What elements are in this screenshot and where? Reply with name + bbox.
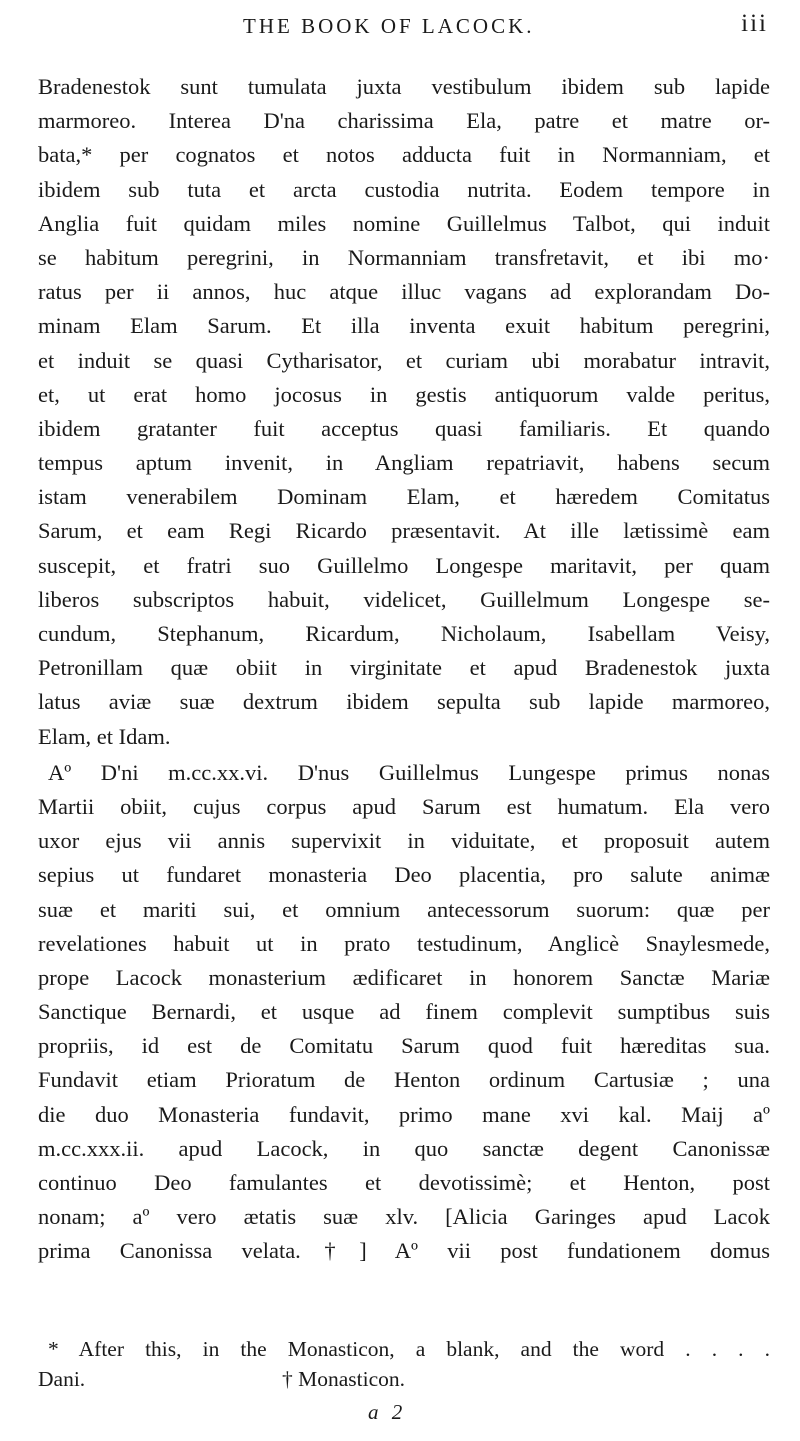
- text-line: suscepit, et fratri suo Guillelmo Longespe maritavit, per quam: [38, 552, 770, 578]
- paragraph-1: [38, 70, 770, 754]
- text-line: die duo Monasteria fundavit, primo mane xvi kal. Maij aº: [38, 1101, 770, 1127]
- text-line: Martii obiit, cujus corpus apud Sarum est humatum. Ela vero: [38, 793, 770, 819]
- signature-mark: a 2: [368, 1400, 407, 1424]
- text-line: latus aviæ suæ dextrum ibidem sepulta sub lapide marmoreo,: [38, 689, 770, 715]
- text-line: tempus aptum invenit, in Angliam repatriavit, habens secum: [38, 450, 770, 476]
- text-line: revelationes habuit ut in prato testudinum, Anglicè Snaylesmede,: [38, 930, 770, 956]
- text-line: marmoreo. Interea D'na charissima Ela, patre et matre or-: [38, 108, 770, 134]
- text-line: Sarum, et eam Regi Ricardo præsentavit. At ille lætissimè eam: [38, 518, 770, 544]
- text-line: Fundavit etiam Prioratum de Henton ordinum Cartusiæ ; una: [38, 1067, 770, 1093]
- text-line: sepius ut fundaret monasteria Deo placentia, pro salute animæ: [38, 862, 770, 888]
- text-line: istam venerabilem Dominam Elam, et hæredem Comitatus: [38, 484, 770, 510]
- footnote-2: † Monasticon.: [282, 1367, 406, 1391]
- text-line: Elam, et Idam.: [38, 723, 171, 749]
- text-line: ibidem sub tuta et arcta custodia nutrita. Eodem tempore in: [38, 176, 770, 202]
- book-page: [38, 0, 770, 1441]
- footnote-1: * After this, in the Monasticon, a blank, and the word . . . .: [48, 1337, 770, 1361]
- text-line: continuo Deo famulantes et devotissimè; et Henton, post: [38, 1170, 770, 1195]
- text-line: Anglia fuit quidam miles nomine Guillelmus Talbot, qui induit: [38, 210, 770, 236]
- footnote-1-continuation: Dani.: [38, 1367, 86, 1391]
- text-line: suæ et mariti sui, et omnium antecessorum suorum: quæ per: [38, 896, 770, 922]
- text-line: m.cc.xxx.ii. apud Lacock, in quo sanctæ degent Canonissæ: [38, 1135, 770, 1161]
- text-line: prope Lacock monasterium ædificaret in honorem Sanctæ Mariæ: [38, 964, 770, 990]
- text-line: bata,* per cognatos et notos adducta fuit in Normanniam, et: [38, 142, 770, 168]
- text-line: Bradenestok sunt tumulata juxta vestibulum ibidem sub lapide: [38, 74, 770, 99]
- text-line: et induit se quasi Cytharisator, et curiam ubi morabatur intravit,: [38, 347, 770, 373]
- running-title: THE BOOK OF LACOCK.: [243, 14, 535, 38]
- text-line: ratus per ii annos, huc atque illuc vagans ad explorandam Do-: [38, 279, 770, 305]
- text-line: prima Canonissa velata.†] Aº vii post fundationem domus: [38, 1238, 770, 1264]
- text-line: Sanctique Bernardi, et usque ad finem complevit sumptibus suis: [38, 999, 770, 1025]
- text-line: Aº D'ni m.cc.xx.vi. D'nus Guillelmus Lungespe primus nonas: [48, 759, 770, 785]
- paragraph-2: [38, 756, 770, 1269]
- text-line: se habitum peregrini, in Normanniam transfretavit, et ibi mo·: [38, 244, 770, 270]
- text-line: uxor ejus vii annis supervixit in viduitate, et proposuit autem: [38, 828, 770, 854]
- page-number: iii: [741, 10, 768, 37]
- text-line: propriis, id est de Comitatu Sarum quod fuit hæreditas sua.: [38, 1033, 770, 1059]
- footnotes: [38, 1334, 770, 1394]
- text-line: liberos subscriptos habuit, videlicet, Guillelmum Longespe se-: [38, 586, 770, 612]
- text-line: minam Elam Sarum. Et illa inventa exuit habitum peregrini,: [38, 313, 770, 339]
- running-head: [38, 8, 770, 44]
- footnote-row: [38, 1364, 770, 1394]
- text-line: cundum, Stephanum, Ricardum, Nicholaum, Isabellam Veisy,: [38, 621, 770, 646]
- text-line: ibidem gratanter fuit acceptus quasi familiaris. Et quando: [38, 415, 770, 441]
- text-line: Petronillam quæ obiit in virginitate et apud Bradenestok juxta: [38, 655, 770, 681]
- body-text: [38, 70, 770, 1269]
- text-line: et, ut erat homo jocosus in gestis antiquorum valde peritus,: [38, 381, 770, 407]
- text-line: nonam; aº vero ætatis suæ xlv. [Alicia Garinges apud Lacok: [38, 1204, 770, 1230]
